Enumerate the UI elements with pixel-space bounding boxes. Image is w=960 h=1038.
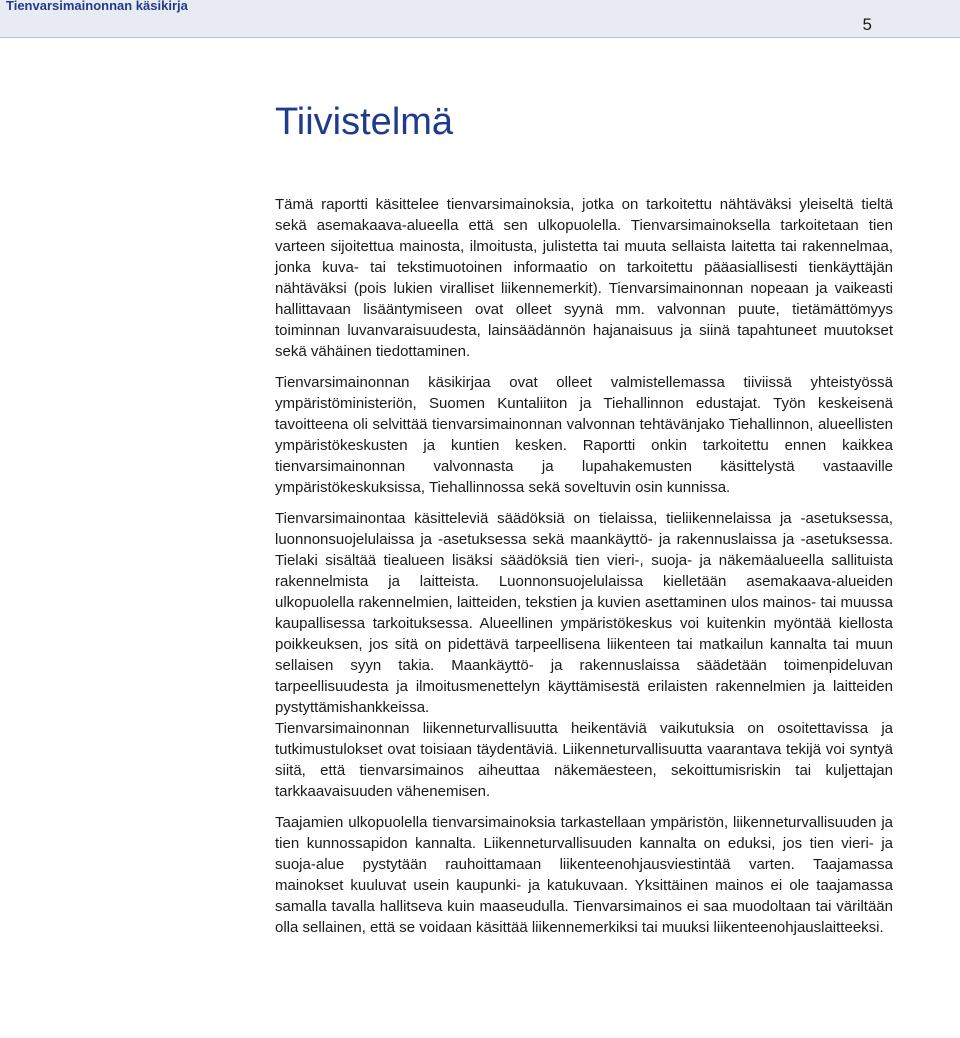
paragraph-1: Tämä raportti käsittelee tienvarsimainoksia, jotka on tarkoitettu nähtäväksi yleiseltä tieltä sekä asemakaava-alueella että sen ulkopuolella. Tienvarsimainoksella tarkoitetaan tien varteen sijoitettua mainosta, ilmoitusta, julistetta tai muuta sellaista laitetta tai rakennelmaa, jonka kuva- tai tekstimuotoinen informaatio on tarkoitettu pääasiallisesti tienkäyttäjän nähtäväksi (pois lukien viralliset liikennemerkit). Tienvarsimainonnan nopeaan ja vaikeasti hallittavaan lisääntymiseen ovat olleet syynä mm. valvonnan puute, tietämättömyys toiminnan luvanvaraisuudesta, lainsäädännön hajanaisuus ja siinä tapahtuneet muutokset sekä vähäinen tiedottaminen. bbox=[275, 196, 893, 360]
paragraph-2: Tienvarsimainonnan käsikirjaa ovat olleet valmistellemassa tiiviissä yhteistyössä ympäristöministeriön, Suomen Kuntaliiton ja Tiehallinnon edustajat. Työn keskeisenä tavoitteena oli selvittää tienvarsimainonnan valvonnan tehtävänjako Tiehallinnon, alueellisten ympäristökeskusten ja kuntien kesken. Raportti onkin tarkoitettu ennen kaikkea tienvarsimainonnan valvonnasta ja lupahakemusten käsittelystä vastaaville ympäristökeskuksissa, Tiehallinnossa sekä soveltuvin osin kunnissa. bbox=[275, 374, 893, 496]
paragraph-5: Taajamien ulkopuolella tienvarsimainoksia tarkastellaan ympäristön, liikenneturvallisuuden ja tien kunnossapidon kannalta. Liikenneturvallisuuden kannalta on eduksi, jos tien vieri- ja suoja-alue pystytään rauhoittamaan liikenteenohjausviestintää varten. Taajamassa mainokset kuuluvat usein kaupunki- ja katukuvaan. Yksittäinen mainos ei ole taajamassa samalla tavalla hallitseva kuin maaseudulla. Tienvarsimainos ei saa muodoltaan tai väriltään olla sellainen, että se voidaan käsittää liikennemerkiksi tai muuksi liikenteenohjauslaitteeksi. bbox=[275, 814, 893, 936]
paragraph-4: Tienvarsimainonnan liikenneturvallisuutta heikentäviä vaikutuksia on osoitettavissa ja tutkimustulokset ovat toisiaan täydentäviä. Liikenneturvallisuutta vaarantava tekijä voi syntyä siitä, että tienvarsimainos aiheuttaa näkemäesteen, sekoittumisriskin tai kuljettajan tarkkaavaisuuden vähenemisen. bbox=[275, 720, 893, 800]
section-heading: Tiivistelmä bbox=[275, 101, 454, 143]
paragraph-3: Tienvarsimainontaa käsitteleviä säädöksiä on tielaissa, tieliikennelaissa ja -asetuksessa, luonnonsuojelulaissa ja -asetuksessa sekä maankäyttö- ja rakennuslaissa ja -asetuksessa. Tielaki sisältää tiealueen lisäksi säädöksiä tien vieri-, suoja- ja näkemäalueella sallituista rakennelmista ja laitteista. Luonnonsuojelulaissa kielletään asemakaava-alueiden ulkopuolella rakennelmien, laitteiden, tekstien ja kuvien asettaminen ulos mainos- tai muussa kaupallisessa tarkoituksessa. Alueellinen ympäristökeskus voi kuitenkin myöntää kiellosta poikkeuksen, jos sitä on pidettävä tarpeellisena liikenteen tai matkailun kannalta tai muun sellaisen syyn takia. Maankäyttö- ja rakennuslaissa säädetään toimenpideluvan tarpeellisuudesta ja ilmoitusmenettelyn käyttämisestä erilaisten rakennelmien ja laitteiden pystyttämishankkeissa. bbox=[275, 510, 893, 716]
page-number: 5 bbox=[862, 15, 872, 34]
running-header bbox=[0, 0, 960, 38]
body-text bbox=[275, 194, 893, 948]
running-title: Tienvarsimainonnan käsikirja bbox=[6, 0, 188, 13]
